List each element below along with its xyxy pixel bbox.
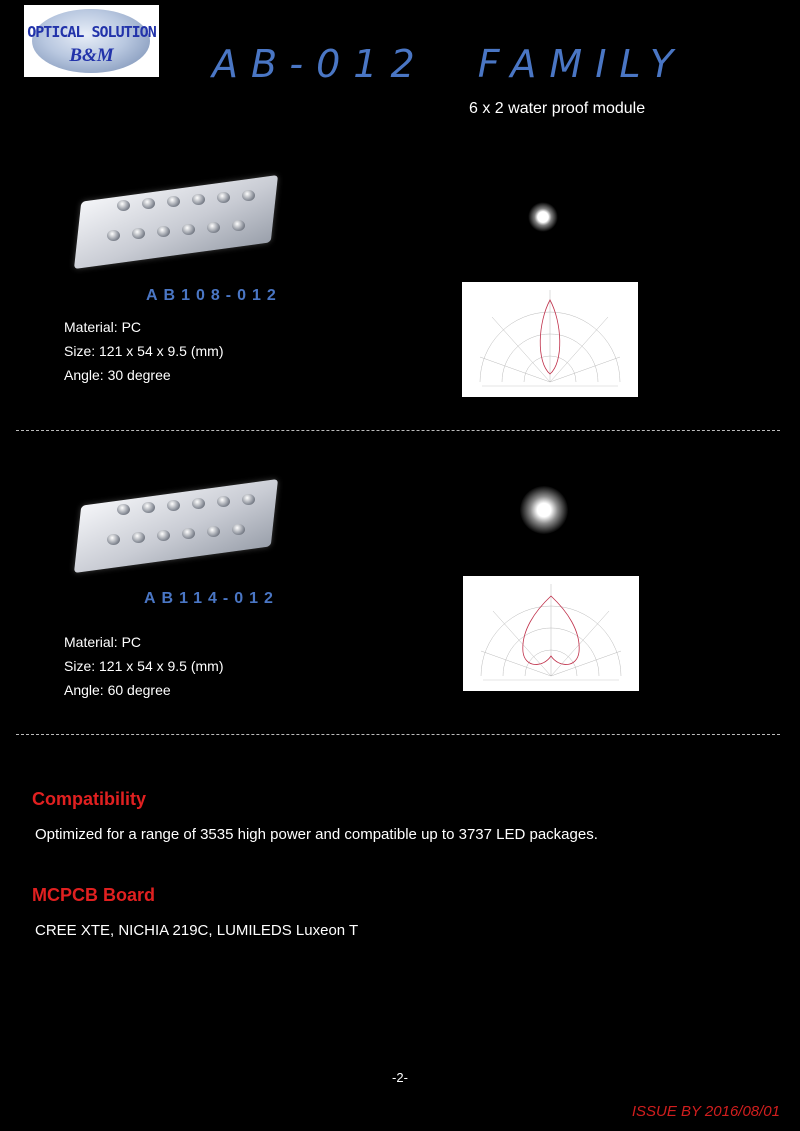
page-number: -2-: [392, 1070, 408, 1085]
spec-angle: Angle: 60 degree: [64, 682, 171, 698]
spec-material: Material: PC: [64, 319, 142, 335]
polar-diagram-graphic: [463, 576, 639, 691]
section-divider: [16, 734, 780, 735]
product-specs: [64, 630, 224, 702]
compatibility-text: Optimized for a range of 3535 high power and compatible up to 3737 LED packages.: [35, 826, 598, 843]
product-specs: [64, 315, 224, 387]
polar-diagram: [463, 576, 639, 691]
beam-spot-image: [528, 202, 558, 232]
spec-size: Size: 121 x 54 x 9.5 (mm): [64, 343, 224, 359]
spec-material: Material: PC: [64, 634, 142, 650]
issue-date: ISSUE BY 2016/08/01: [631, 1103, 780, 1120]
logo-text-line1: OPTICAL SOLUTION: [27, 23, 156, 41]
spec-size: Size: 121 x 54 x 9.5 (mm): [64, 658, 224, 674]
logo-text-line2: B&M: [69, 45, 114, 66]
product-model-label: AB114-012: [144, 590, 279, 607]
page-title: AB-012 FAMILY: [212, 42, 687, 86]
page-subtitle: 6 x 2 water proof module: [469, 100, 646, 117]
compatibility-heading: Compatibility: [32, 789, 147, 809]
spec-angle: Angle: 30 degree: [64, 367, 171, 383]
polar-diagram-graphic: [462, 282, 638, 397]
product-model-label: AB108-012: [146, 287, 282, 304]
section-divider: [16, 430, 780, 431]
mcpcb-text: CREE XTE, NICHIA 219C, LUMILEDS Luxeon T: [35, 922, 359, 939]
mcpcb-heading: MCPCB Board: [32, 885, 156, 905]
company-logo: [24, 5, 159, 77]
beam-spot-image: [520, 486, 568, 534]
polar-diagram: [462, 282, 638, 397]
